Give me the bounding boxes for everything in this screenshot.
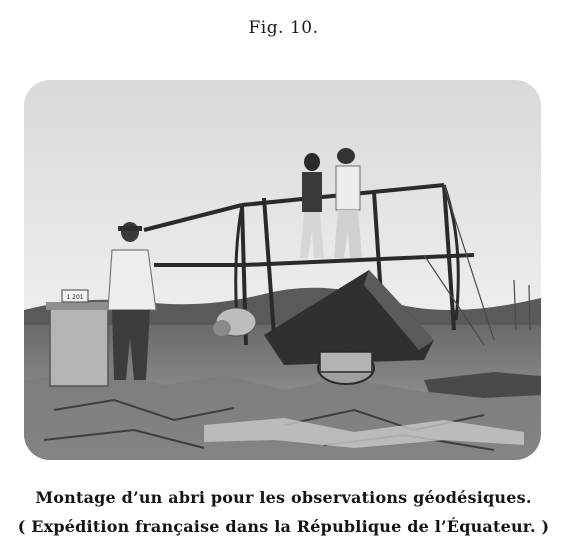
pillar-sign-text: 1 201 — [66, 294, 84, 301]
pillar-cap — [46, 302, 112, 310]
barrel — [318, 352, 374, 384]
photograph — [24, 80, 541, 460]
stone-pillar — [50, 308, 108, 386]
caption-line-1: Montage d’un abri pour les observations géodésiques. — [35, 488, 532, 507]
photograph-drawing — [24, 80, 541, 460]
caption-line-2: ( Expédition française dans la République de l’Équateur. ) — [17, 517, 550, 536]
figure-label: Fig. 10. — [248, 18, 319, 38]
